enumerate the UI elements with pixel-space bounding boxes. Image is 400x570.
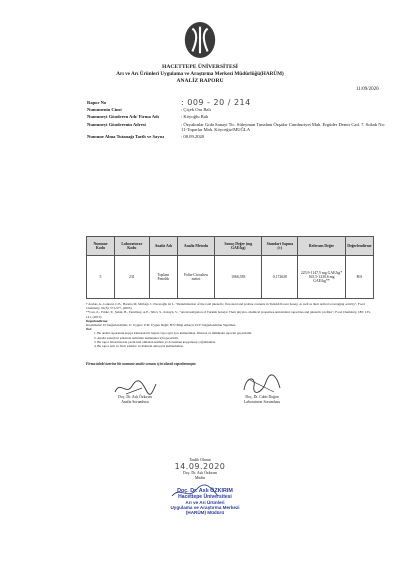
- stamp-line-5: (HARÜM) Müdürü: [185, 510, 225, 515]
- report-title: ANALİZ RAPORU: [176, 78, 224, 84]
- stamp-line-1: Doç. Dr. Aslı ÖZKIRIM: [177, 488, 233, 494]
- cell-standart-sapma: 0,172628: [262, 256, 298, 299]
- info-row-adres: [87, 122, 387, 133]
- right-signer-name: Doç. Dr. Cabit Doğan: [245, 395, 279, 399]
- note-item: 2. Analiz sonuçları yukarıda belirtilen numuneler için geçerlidir.: [94, 335, 179, 340]
- stamp-line-4: Uygulama ve Araştırma Merkezi: [170, 505, 240, 510]
- notes-heading: Not:: [86, 327, 93, 332]
- col-analiz-adi: Analiz Adı: [149, 237, 177, 256]
- col-degerlendirme: Değerlendirme: [345, 237, 373, 256]
- firm-note: Firma talebi üzerine bir numune analiz sonucu için olarak raporlanmıştır.: [86, 362, 197, 366]
- note-item: 4. Bu rapor Arlı ve Slarr sabirler ve Rollerin amaçıyla kullanılamaz.: [94, 344, 184, 349]
- adres-value: : Özyakınlar Gıda Sanayi Tic. Süleyman Tunahan Özşakır Cumhuriyet Mah. Ergüder Demir Cad. 7. Sokak No: 11-Toparlar Mah. Köyceğiz/MUĞLA: [181, 121, 386, 133]
- report-info: [87, 100, 387, 142]
- info-row-numune-cinsi: [87, 107, 387, 113]
- approval-label: Tasdik Olunur: [189, 458, 211, 462]
- numune-cinsi-label: Numunenin Cinsi: [87, 107, 122, 113]
- reference-1: * Arslan, A., Lantoni, C.E., Boretto M, Mirbağı J., Nacaroğlu Gl L. "Determination of the total phenolic, flavonoid and proline contents in Turkish flower honey, as well as their radical scavenging activity", Food Chemistry, 91(3): 571-577, (2005).: [86, 302, 365, 311]
- col-standart-sapma: Standart Sapma (±): [262, 237, 298, 256]
- cell-degerlendirme: B/S: [345, 256, 373, 299]
- left-signer-name: Doç. Dr. Aslı Özkırım: [118, 395, 152, 399]
- cell-laboratuvar-kodu: 231: [114, 256, 149, 299]
- approval-block: [150, 458, 250, 480]
- evaluation-heading: Değerlendirme:: [86, 318, 109, 323]
- tarih-label: Numune Alma Tutanağı Tarih ve Sayısı: [87, 134, 164, 140]
- cell-analiz-adi: Toplam Fenolik: [149, 256, 177, 299]
- approval-name: Doç. Dr. Aslı Özkırım: [183, 471, 217, 476]
- left-signature-block: [100, 395, 170, 404]
- official-stamp: [150, 488, 260, 515]
- firma-adi-value: : Köyoğlu Balı: [181, 114, 209, 120]
- right-signature-icon: [240, 372, 284, 396]
- info-row-rapor-no: [87, 100, 387, 106]
- left-signer-title: Analiz Sorumlusu: [121, 399, 149, 404]
- cell-analiz-metodu: Folin-Ciocalteu metot: [177, 256, 214, 299]
- rapor-no-label: Rapor No: [87, 100, 107, 105]
- note-item: 1. Bu analiz raporunun kopya kılınarak bir başına veya aynı ayrı kullanılmaz. İmzasız ve mühürsüz raporlar geçersizdir.: [94, 331, 253, 336]
- stamp-line-2: Hacettepe Üniversitesi: [178, 494, 232, 500]
- right-signer-title: Laboratuvar Sorumlusu: [244, 399, 280, 404]
- info-row-firma-adi: [87, 114, 387, 120]
- approval-date: 14.09.2020: [174, 461, 226, 471]
- results-table: [86, 236, 374, 299]
- reference-2: **Can, Z., Yıldız, Y., Şahin, H., Turumtay, A.E., Silici, S., Kolaylı, S., "An investigation of Turkish honeys: Their physico-chemical properties,antioxidant capacities and phenolic profiles", Food Chemistry, 180: 133-141, (2015).: [86, 310, 371, 319]
- cell-numune-kodu: 5: [87, 256, 115, 299]
- university-name: HACETTEPE ÜNİVERSİTESİ: [161, 64, 238, 70]
- approval-title: Müdür: [194, 475, 206, 480]
- table-row: [87, 256, 374, 299]
- info-row-tarih: [87, 134, 387, 140]
- adres-label: Numuneyi Gönderenin Adresi: [87, 121, 146, 127]
- hacettepe-logo-icon: [181, 20, 219, 60]
- cell-referans-deger: 225,9-1147,5 mg GAE/kg* 165,5-1230,6 mg GAE/kg**: [298, 256, 345, 299]
- col-analiz-metodu: Analiz Metodu: [177, 237, 214, 256]
- col-referans-deger: Referans Değer: [298, 237, 345, 256]
- cell-sonuc-deger: 1066,583: [215, 256, 262, 299]
- tarih-value: : 08.09.2020: [181, 134, 205, 140]
- table-header-row: [87, 237, 374, 256]
- numune-cinsi-value: : Çiçek Ora Balı: [181, 107, 211, 113]
- center-name: Arı ve Arı Ürünleri Uygulama ve Araştırma Merkezi Müdürlüğü(HARÜM): [116, 71, 284, 77]
- col-numune-kodu: Numune Kodu: [87, 237, 115, 256]
- note-item: 3. Bu rapor laboratuvarın yazılı izni olmadan kısmen ya da kısmen kopyalanıp çoğaltılamaz.: [94, 339, 216, 344]
- right-signature-block: [222, 395, 302, 404]
- firma-adi-label: Numuneyi Gönderen Adı/ Firma Adı: [87, 114, 159, 120]
- references-block: [86, 302, 376, 348]
- abbreviations: Kısaltmalar: D: Değerlendirme; U: Uygun; U/D: Uygun Değil; B/S: Bilgi Amaçlı; D/Y: Değerlendirme Yapılmaz.: [86, 323, 237, 328]
- stamp-line-3: Arı ve Arı Ürünleri: [185, 500, 225, 505]
- col-laboratuvar-kodu: Laboratuvar Kodu: [114, 237, 149, 256]
- col-sonuc-deger: Sonuç Değer (mg GAE/kg): [215, 237, 262, 256]
- rapor-no-value: : 009 - 20 / 214: [181, 98, 251, 107]
- report-date: 11/09/2020: [356, 87, 379, 92]
